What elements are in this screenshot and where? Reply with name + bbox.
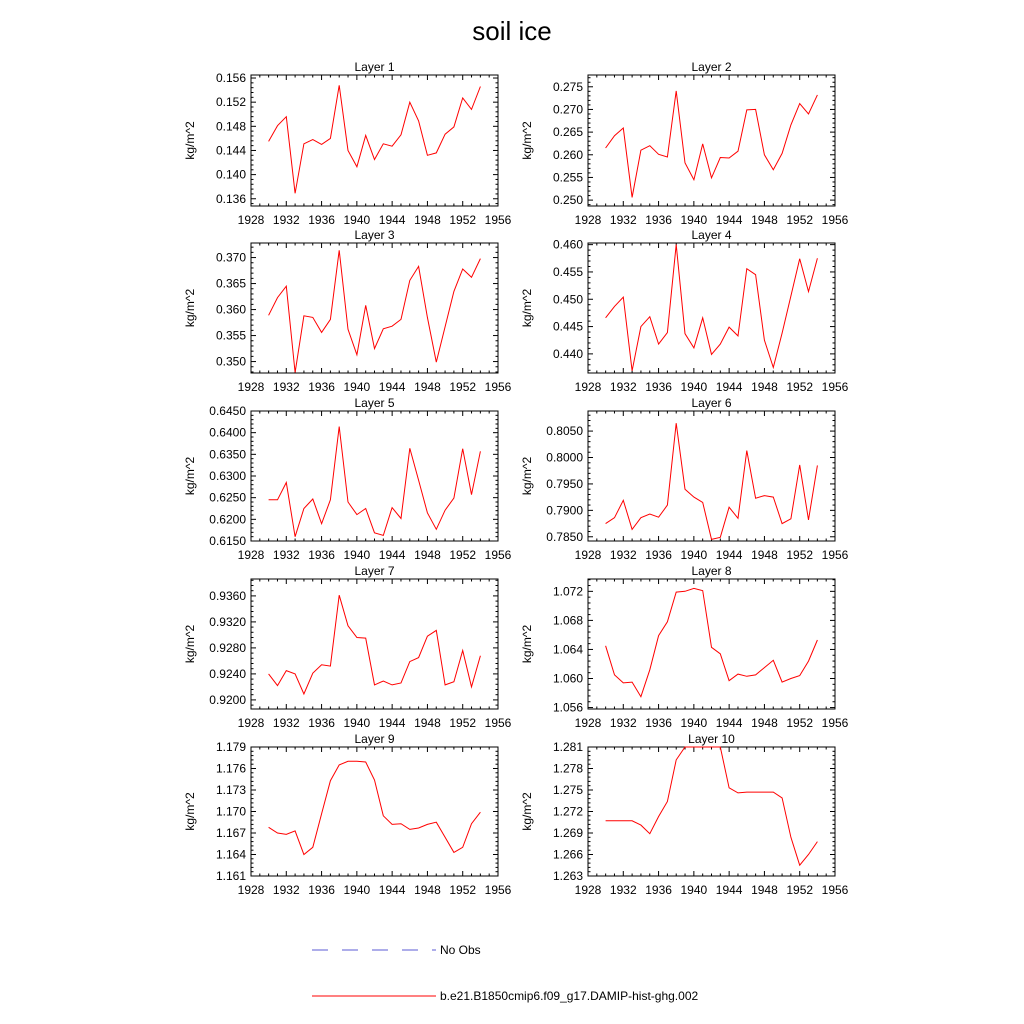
x-tick-label: 1940 — [680, 883, 708, 897]
y-tick-label: 0.152 — [215, 95, 246, 110]
y-tick-label: 0.9200 — [209, 692, 246, 707]
legend-label-model-run: b.e21.B1850cmip6.f09_g17.DAMIP-hist-ghg.002 — [440, 989, 699, 1003]
x-tick-label: 1952 — [786, 380, 814, 394]
panel-title: Layer 9 — [354, 732, 395, 746]
y-tick-label: 0.440 — [552, 346, 583, 361]
chart-panel-7 — [183, 564, 512, 730]
x-tick-label: 1928 — [574, 716, 602, 730]
y-axis-label: kg/m^2 — [183, 288, 197, 328]
y-tick-label: 0.275 — [552, 79, 583, 94]
x-tick-label: 1928 — [237, 548, 265, 562]
y-tick-label: 0.255 — [552, 170, 583, 185]
x-tick-label: 1936 — [308, 883, 335, 897]
x-tick-label: 1956 — [821, 213, 849, 227]
y-tick-label: 1.060 — [552, 671, 583, 686]
x-tick-label: 1944 — [378, 548, 406, 562]
x-tick-label: 1956 — [484, 213, 512, 227]
x-tick-label: 1944 — [378, 716, 406, 730]
y-tick-label: 1.161 — [215, 869, 246, 883]
y-tick-label: 0.6250 — [209, 490, 246, 505]
x-tick-label: 1948 — [414, 380, 441, 394]
x-tick-label: 1936 — [645, 548, 672, 562]
y-tick-label: 0.9320 — [209, 614, 246, 629]
x-tick-label: 1928 — [574, 213, 602, 227]
y-tick-label: 0.445 — [552, 319, 583, 334]
y-tick-label: 0.9280 — [209, 640, 246, 655]
y-tick-label: 0.365 — [215, 276, 246, 291]
chart-panel-4 — [520, 228, 849, 394]
y-tick-label: 1.056 — [552, 700, 583, 715]
panel-title: Layer 10 — [688, 732, 735, 746]
series-line — [269, 85, 481, 193]
x-tick-label: 1936 — [645, 716, 672, 730]
x-tick-label: 1948 — [751, 716, 778, 730]
panel-title: Layer 3 — [354, 228, 395, 242]
series-line — [269, 761, 481, 854]
x-tick-label: 1956 — [484, 548, 512, 562]
y-tick-label: 0.8050 — [546, 424, 583, 439]
series-line — [269, 595, 481, 694]
y-tick-label: 0.9360 — [209, 588, 246, 603]
chart-panel-3 — [183, 228, 512, 394]
plot-frame — [251, 579, 498, 709]
y-tick-label: 0.270 — [552, 102, 583, 117]
y-axis-label: kg/m^2 — [520, 792, 534, 831]
x-tick-label: 1944 — [378, 213, 406, 227]
y-tick-label: 0.8000 — [546, 450, 583, 465]
y-tick-label: 1.167 — [215, 826, 246, 840]
y-tick-label: 0.355 — [215, 328, 246, 343]
x-tick-label: 1956 — [484, 716, 512, 730]
y-tick-label: 0.265 — [552, 125, 583, 140]
x-tick-label: 1952 — [786, 213, 814, 227]
legend-line-no-obs — [312, 940, 436, 960]
y-tick-label: 1.281 — [552, 740, 583, 754]
x-tick-label: 1952 — [449, 213, 477, 227]
chart-panel-6 — [520, 396, 849, 562]
series-line — [269, 250, 481, 372]
x-tick-label: 1948 — [414, 716, 441, 730]
x-tick-label: 1936 — [308, 380, 335, 394]
x-tick-label: 1932 — [272, 213, 300, 227]
x-tick-label: 1928 — [237, 716, 265, 730]
series-line — [606, 423, 818, 539]
chart-panel-9 — [183, 732, 512, 897]
x-tick-label: 1944 — [715, 716, 743, 730]
x-tick-label: 1944 — [715, 883, 743, 897]
y-tick-label: 0.7900 — [546, 503, 583, 518]
x-tick-label: 1956 — [821, 380, 849, 394]
chart-panel-8 — [520, 564, 849, 730]
plot-frame — [251, 747, 498, 876]
x-tick-label: 1940 — [680, 548, 708, 562]
y-tick-label: 1.275 — [552, 783, 583, 797]
x-tick-label: 1928 — [574, 883, 602, 897]
chart-panel-5 — [183, 396, 512, 562]
y-tick-label: 0.136 — [215, 191, 246, 206]
panel-title: Layer 4 — [691, 228, 732, 242]
plot-frame — [588, 747, 835, 876]
x-tick-label: 1948 — [751, 380, 778, 394]
x-tick-label: 1944 — [378, 380, 406, 394]
x-tick-label: 1936 — [308, 213, 335, 227]
panel-title: Layer 7 — [354, 564, 395, 578]
y-axis-label: kg/m^2 — [520, 121, 534, 160]
x-tick-label: 1932 — [272, 548, 300, 562]
x-tick-label: 1952 — [786, 883, 814, 897]
series-line — [606, 747, 818, 865]
x-tick-label: 1952 — [786, 548, 814, 562]
y-tick-label: 0.360 — [215, 302, 246, 317]
x-tick-label: 1944 — [378, 883, 406, 897]
x-tick-label: 1952 — [786, 716, 814, 730]
y-tick-label: 0.455 — [552, 264, 583, 279]
y-tick-label: 0.148 — [215, 119, 246, 134]
y-tick-label: 1.064 — [552, 642, 583, 657]
y-tick-label: 1.176 — [215, 761, 246, 776]
y-tick-label: 0.260 — [552, 147, 583, 162]
x-tick-label: 1932 — [609, 548, 637, 562]
legend-label-no-obs: No Obs — [440, 943, 481, 957]
y-tick-label: 1.068 — [552, 613, 583, 628]
y-tick-label: 0.6300 — [209, 469, 246, 483]
y-tick-label: 0.6400 — [209, 425, 246, 440]
x-tick-label: 1932 — [609, 883, 637, 897]
plot-frame — [588, 579, 835, 709]
y-tick-label: 1.266 — [552, 847, 583, 862]
x-tick-label: 1956 — [484, 883, 512, 897]
x-tick-label: 1936 — [645, 213, 672, 227]
y-tick-label: 0.350 — [215, 354, 246, 369]
y-axis-label: kg/m^2 — [520, 624, 534, 664]
x-tick-label: 1952 — [449, 380, 477, 394]
x-tick-label: 1936 — [308, 716, 335, 730]
y-tick-label: 0.6350 — [209, 447, 246, 462]
y-tick-label: 0.6150 — [209, 534, 246, 548]
y-axis-label: kg/m^2 — [183, 456, 197, 496]
series-line — [269, 427, 481, 537]
legend-item-model-run — [312, 986, 698, 1006]
x-tick-label: 1952 — [449, 883, 477, 897]
y-tick-label: 1.173 — [215, 783, 246, 797]
x-tick-label: 1940 — [343, 380, 371, 394]
y-tick-label: 1.263 — [552, 869, 583, 883]
x-tick-label: 1932 — [272, 380, 300, 394]
x-tick-label: 1940 — [343, 716, 371, 730]
y-tick-label: 1.164 — [215, 847, 246, 862]
chart-panel-2 — [520, 60, 849, 227]
x-tick-label: 1952 — [449, 548, 477, 562]
y-axis-label: kg/m^2 — [520, 456, 534, 496]
x-tick-label: 1940 — [343, 213, 371, 227]
x-tick-label: 1940 — [680, 380, 708, 394]
y-tick-label: 1.278 — [552, 761, 583, 776]
x-tick-label: 1944 — [715, 380, 743, 394]
x-tick-label: 1948 — [751, 548, 778, 562]
y-tick-label: 0.7850 — [546, 529, 583, 544]
legend-item-no-obs — [312, 940, 481, 960]
x-tick-label: 1928 — [237, 883, 265, 897]
x-tick-label: 1948 — [414, 548, 441, 562]
y-tick-label: 0.6450 — [209, 404, 246, 418]
series-line — [606, 245, 818, 371]
figure-title: soil ice — [472, 16, 552, 46]
x-tick-label: 1956 — [821, 716, 849, 730]
y-tick-label: 0.140 — [215, 167, 246, 182]
x-tick-label: 1932 — [272, 716, 300, 730]
x-tick-label: 1956 — [821, 548, 849, 562]
x-tick-label: 1928 — [237, 213, 265, 227]
x-tick-label: 1932 — [272, 883, 300, 897]
x-tick-label: 1940 — [343, 548, 371, 562]
x-tick-label: 1928 — [574, 380, 602, 394]
panel-title: Layer 5 — [354, 396, 395, 410]
x-tick-label: 1956 — [821, 883, 849, 897]
y-tick-label: 0.370 — [215, 250, 246, 265]
y-tick-label: 1.272 — [552, 804, 583, 819]
panel-title: Layer 8 — [691, 564, 732, 578]
x-tick-label: 1940 — [680, 213, 708, 227]
x-tick-label: 1948 — [414, 883, 441, 897]
x-tick-label: 1928 — [574, 548, 602, 562]
chart-panel-10 — [520, 732, 849, 897]
plot-frame — [251, 75, 498, 206]
y-axis-label: kg/m^2 — [183, 624, 197, 664]
y-tick-label: 0.9240 — [209, 666, 246, 681]
panel-title: Layer 6 — [691, 396, 732, 410]
x-tick-label: 1932 — [609, 716, 637, 730]
panel-title: Layer 2 — [691, 60, 732, 74]
x-tick-label: 1936 — [308, 548, 335, 562]
y-tick-label: 0.6200 — [209, 512, 246, 527]
y-tick-label: 0.144 — [215, 143, 246, 158]
panel-title: Layer 1 — [354, 60, 395, 74]
x-tick-label: 1932 — [609, 380, 637, 394]
y-tick-label: 0.250 — [552, 193, 583, 208]
y-tick-label: 0.156 — [215, 71, 246, 86]
x-tick-label: 1932 — [609, 213, 637, 227]
x-tick-label: 1956 — [484, 380, 512, 394]
y-tick-label: 1.072 — [552, 584, 583, 599]
series-line — [606, 91, 818, 197]
y-tick-label: 1.269 — [552, 826, 583, 840]
y-tick-label: 0.450 — [552, 292, 583, 307]
y-tick-label: 0.460 — [552, 237, 583, 252]
x-tick-label: 1948 — [751, 883, 778, 897]
y-axis-label: kg/m^2 — [520, 288, 534, 328]
y-axis-label: kg/m^2 — [183, 121, 197, 160]
y-tick-label: 1.179 — [215, 740, 246, 754]
x-tick-label: 1948 — [414, 213, 441, 227]
x-tick-label: 1936 — [645, 883, 672, 897]
y-axis-label: kg/m^2 — [183, 792, 197, 831]
x-tick-label: 1940 — [680, 716, 708, 730]
chart-panel-1 — [183, 60, 512, 227]
y-tick-label: 1.170 — [215, 804, 246, 819]
x-tick-label: 1928 — [237, 380, 265, 394]
x-tick-label: 1944 — [715, 213, 743, 227]
x-tick-label: 1952 — [449, 716, 477, 730]
x-tick-label: 1940 — [343, 883, 371, 897]
legend-line-model-run — [312, 986, 436, 1006]
series-line — [606, 588, 818, 696]
x-tick-label: 1944 — [715, 548, 743, 562]
y-tick-label: 0.7950 — [546, 476, 583, 491]
plot-frame — [251, 411, 498, 541]
x-tick-label: 1936 — [645, 380, 672, 394]
x-tick-label: 1948 — [751, 213, 778, 227]
